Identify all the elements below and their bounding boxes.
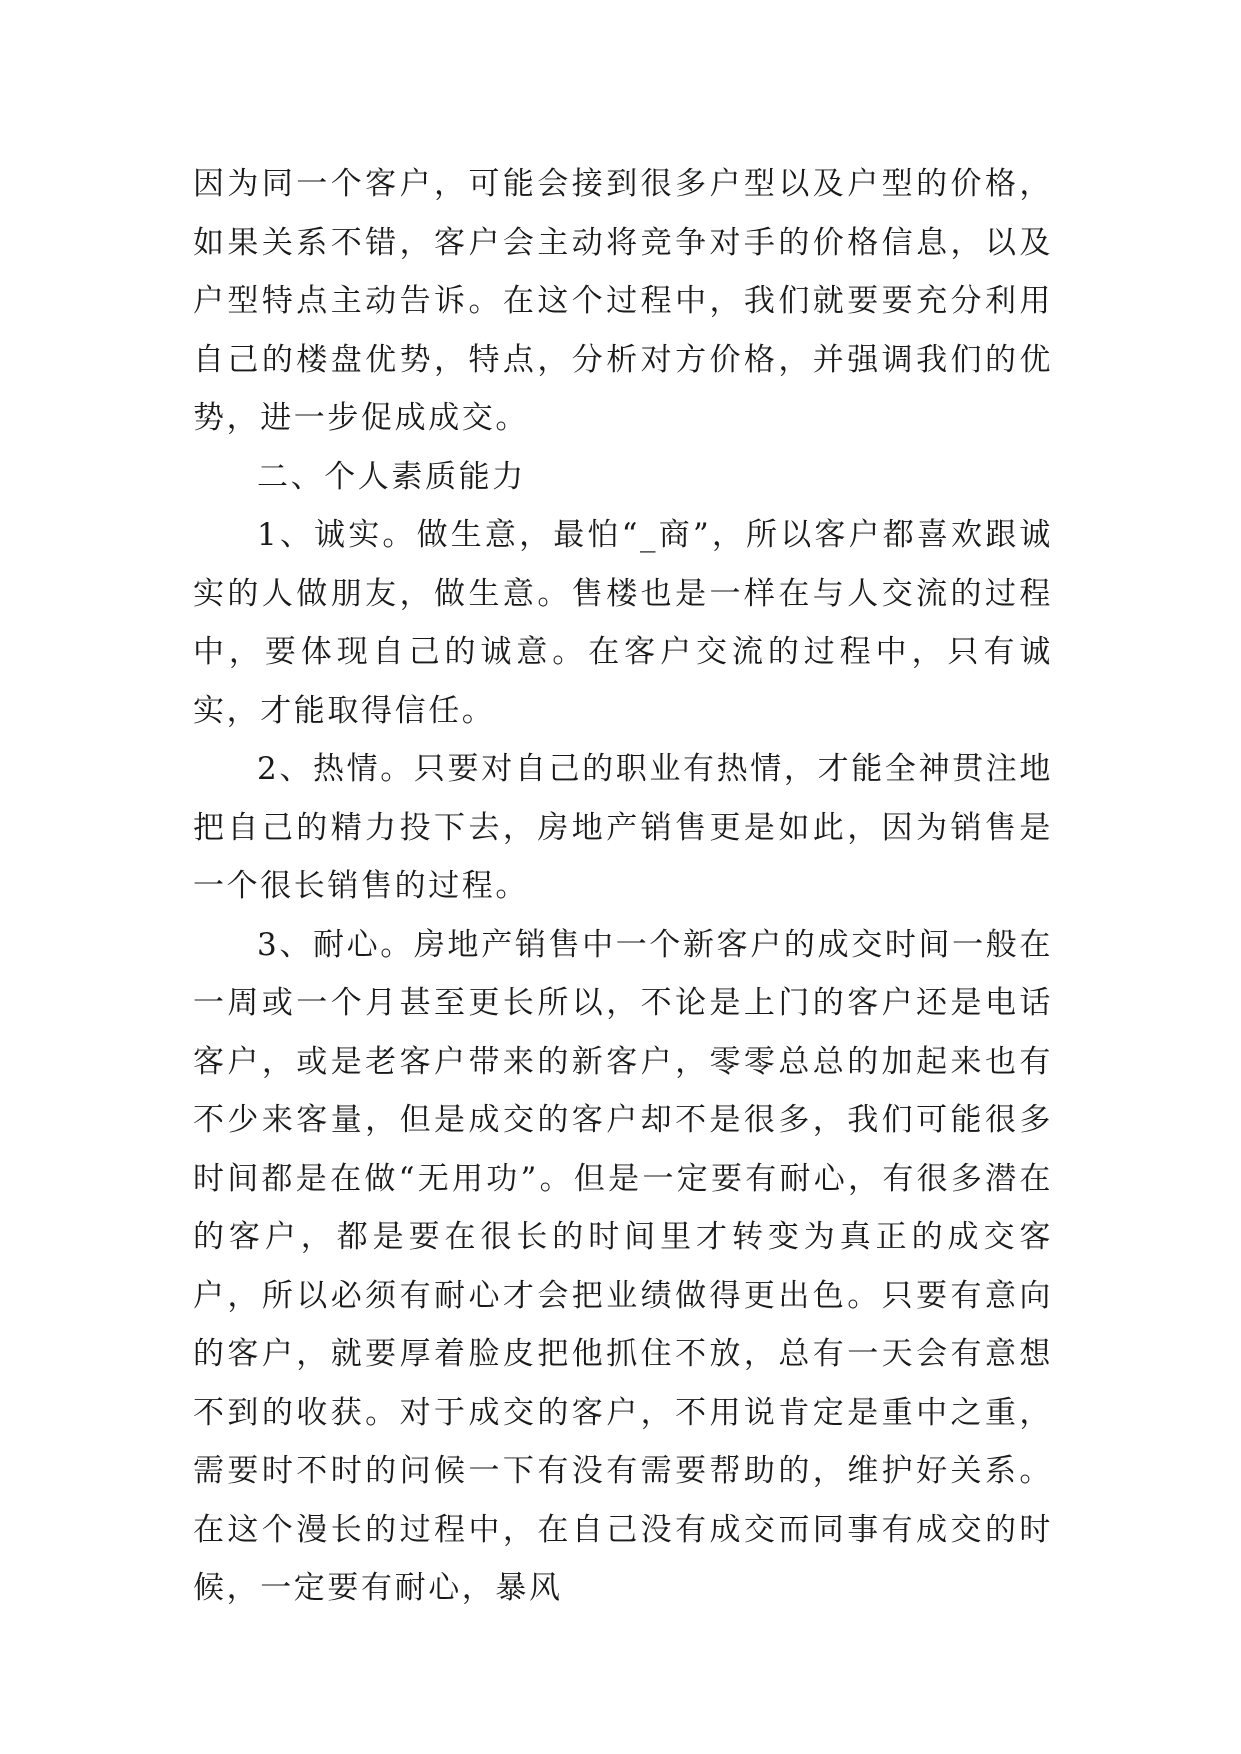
section-heading-personal-quality: 二、个人素质能力	[257, 458, 526, 495]
paragraph-intro: 因为同一个客户，可能会接到很多户型以及户型的价格，如果关系不错，客户会主动将竞争对手的价格信息，以及户型特点主动告诉。在这个过程中，我们就要要充分利用自己的楼盘优势，特点，分析对方价格，并强调我们的优势，进一步促成成交。	[193, 166, 1053, 436]
paragraph-enthusiasm: 2、热情。只要对自己的职业有热情，才能全神贯注地把自己的精力投下去，房地产销售更是如此，因为销售是一个很长销售的过程。	[193, 751, 1053, 904]
document-body	[193, 155, 1053, 1618]
paragraph-honesty: 1、诚实。做生意，最怕“_商”，所以客户都喜欢跟诚实的人做朋友，做生意。售楼也是一样在与人交流的过程中，要体现自己的诚意。在客户交流的过程中，只有诚实，才能取得信任。	[193, 517, 1053, 729]
paragraph-patience: 3、耐心。房地产销售中一个新客户的成交时间一般在一周或一个月甚至更长所以，不论是上门的客户还是电话客户，或是老客户带来的新客户，零零总总的加起来也有不少来客量，但是成交的客户却不是很多，我们可能很多时间都是在做“无用功”。但是一定要有耐心，有很多潜在的客户，都是要在很长的时间里才转变为真正的成交客户，所以必须有耐心才会把业绩做得更出色。只要有意向的客户，就要厚着脸皮把他抓住不放，总有一天会有意想不到的收获。对于成交的客户，不用说肯定是重中之重，需要时不时的问候一下有没有需要帮助的，维护好关系。在这个漫长的过程中，在自己没有成交而同事有成交的时候，一定要有耐心，暴风	[193, 926, 1053, 1606]
